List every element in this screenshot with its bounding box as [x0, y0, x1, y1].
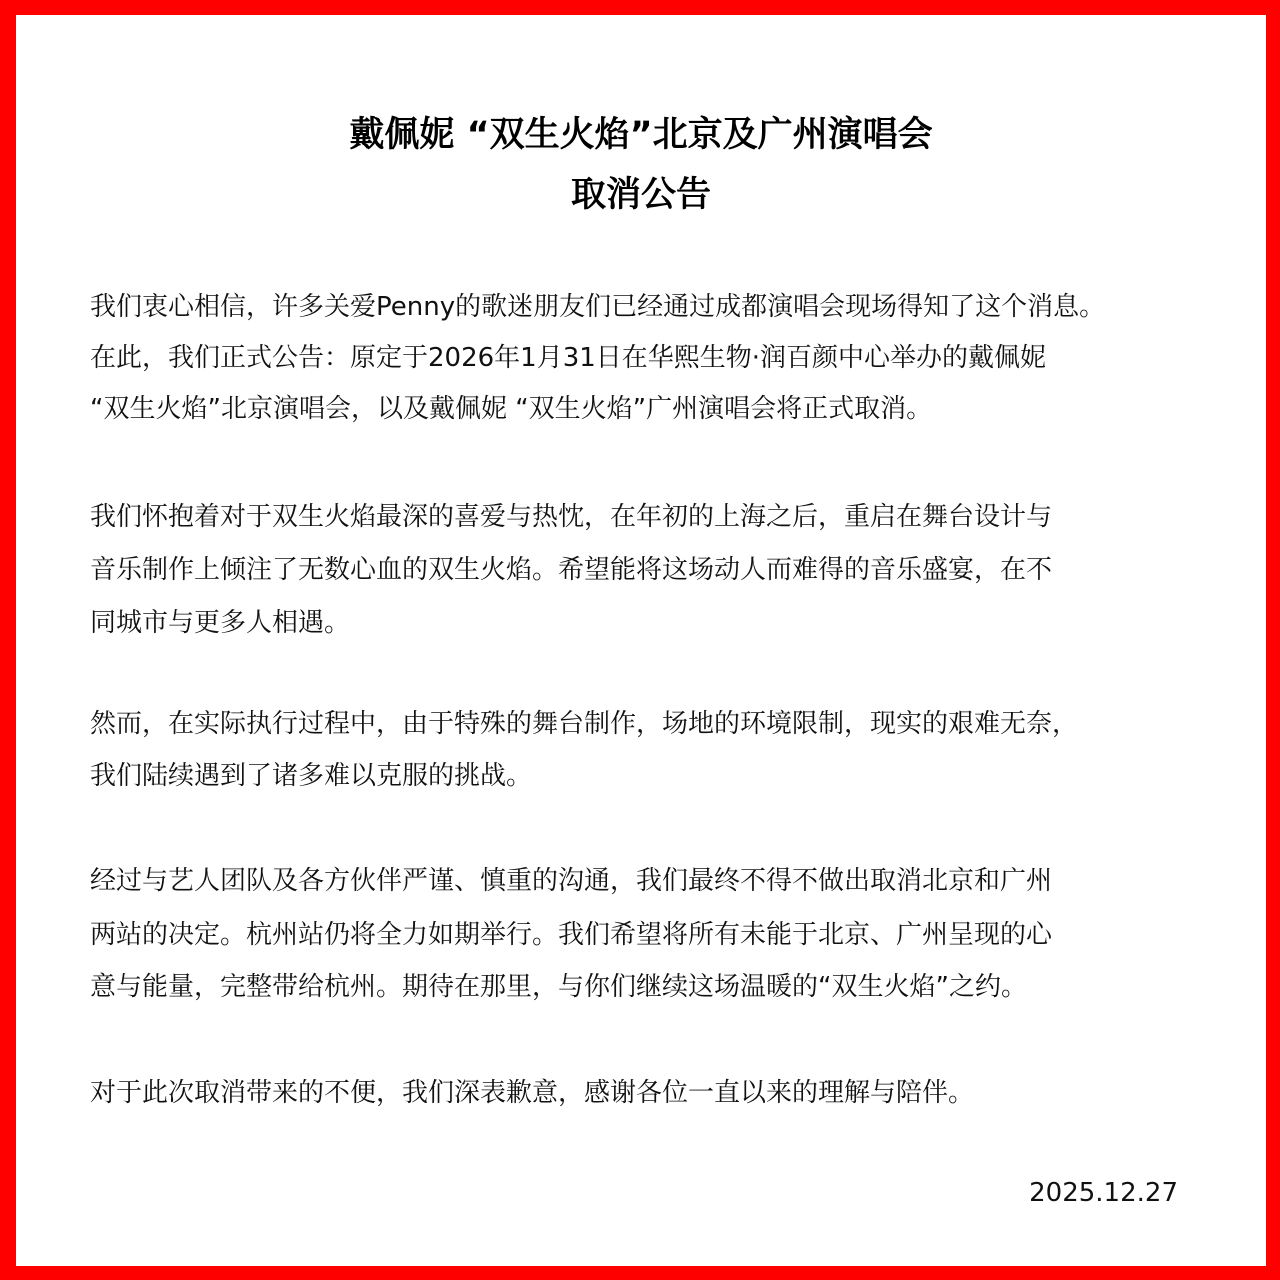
announcement-page	[16, 15, 1266, 1266]
title-line-1: 戴佩妮 “双生火焰”北京及广州演唱会	[349, 115, 933, 155]
paragraph-line: 同城市与更多人相遇。	[90, 608, 351, 638]
paragraph-line: 我们衷心相信，许多关爱Penny的歌迷朋友们已经通过成都演唱会现场得知了这个消息。	[90, 292, 1106, 322]
paragraph-line: 意与能量，完整带给杭州。期待在那里，与你们继续这场温暖的“双生火焰”之约。	[90, 972, 1027, 1002]
paragraph-line: 在此，我们正式公告：原定于2026年1月31日在华熙生物·润百颜中心举办的戴佩妮	[90, 343, 1047, 373]
paragraph-line: 我们怀抱着对于双生火焰最深的喜爱与热忱，在年初的上海之后，重启在舞台设计与	[90, 502, 1053, 532]
paragraph-line: 然而，在实际执行过程中，由于特殊的舞台制作，场地的环境限制，现实的艰难无奈，	[90, 709, 1079, 739]
paragraph-line: 我们陆续遇到了诸多难以克服的挑战。	[90, 761, 533, 791]
paragraph-line: 经过与艺人团队及各方伙伴严谨、慎重的沟通，我们最终不得不做出取消北京和广州	[90, 866, 1053, 896]
title-line-2: 取消公告	[570, 175, 711, 215]
announcement-date: 2025.12.27	[1029, 1178, 1178, 1208]
paragraph-line: 对于此次取消带来的不便，我们深表歉意，感谢各位一直以来的理解与陪伴。	[90, 1078, 975, 1108]
paragraph-line: “双生火焰”北京演唱会，以及戴佩妮 “双生火焰”广州演唱会将正式取消。	[90, 394, 933, 424]
paragraph-line: 两站的决定。杭州站仍将全力如期举行。我们希望将所有未能于北京、广州呈现的心	[90, 920, 1053, 950]
paragraph-line: 音乐制作上倾注了无数心血的双生火焰。希望能将这场动人而难得的音乐盛宴，在不	[90, 555, 1053, 585]
